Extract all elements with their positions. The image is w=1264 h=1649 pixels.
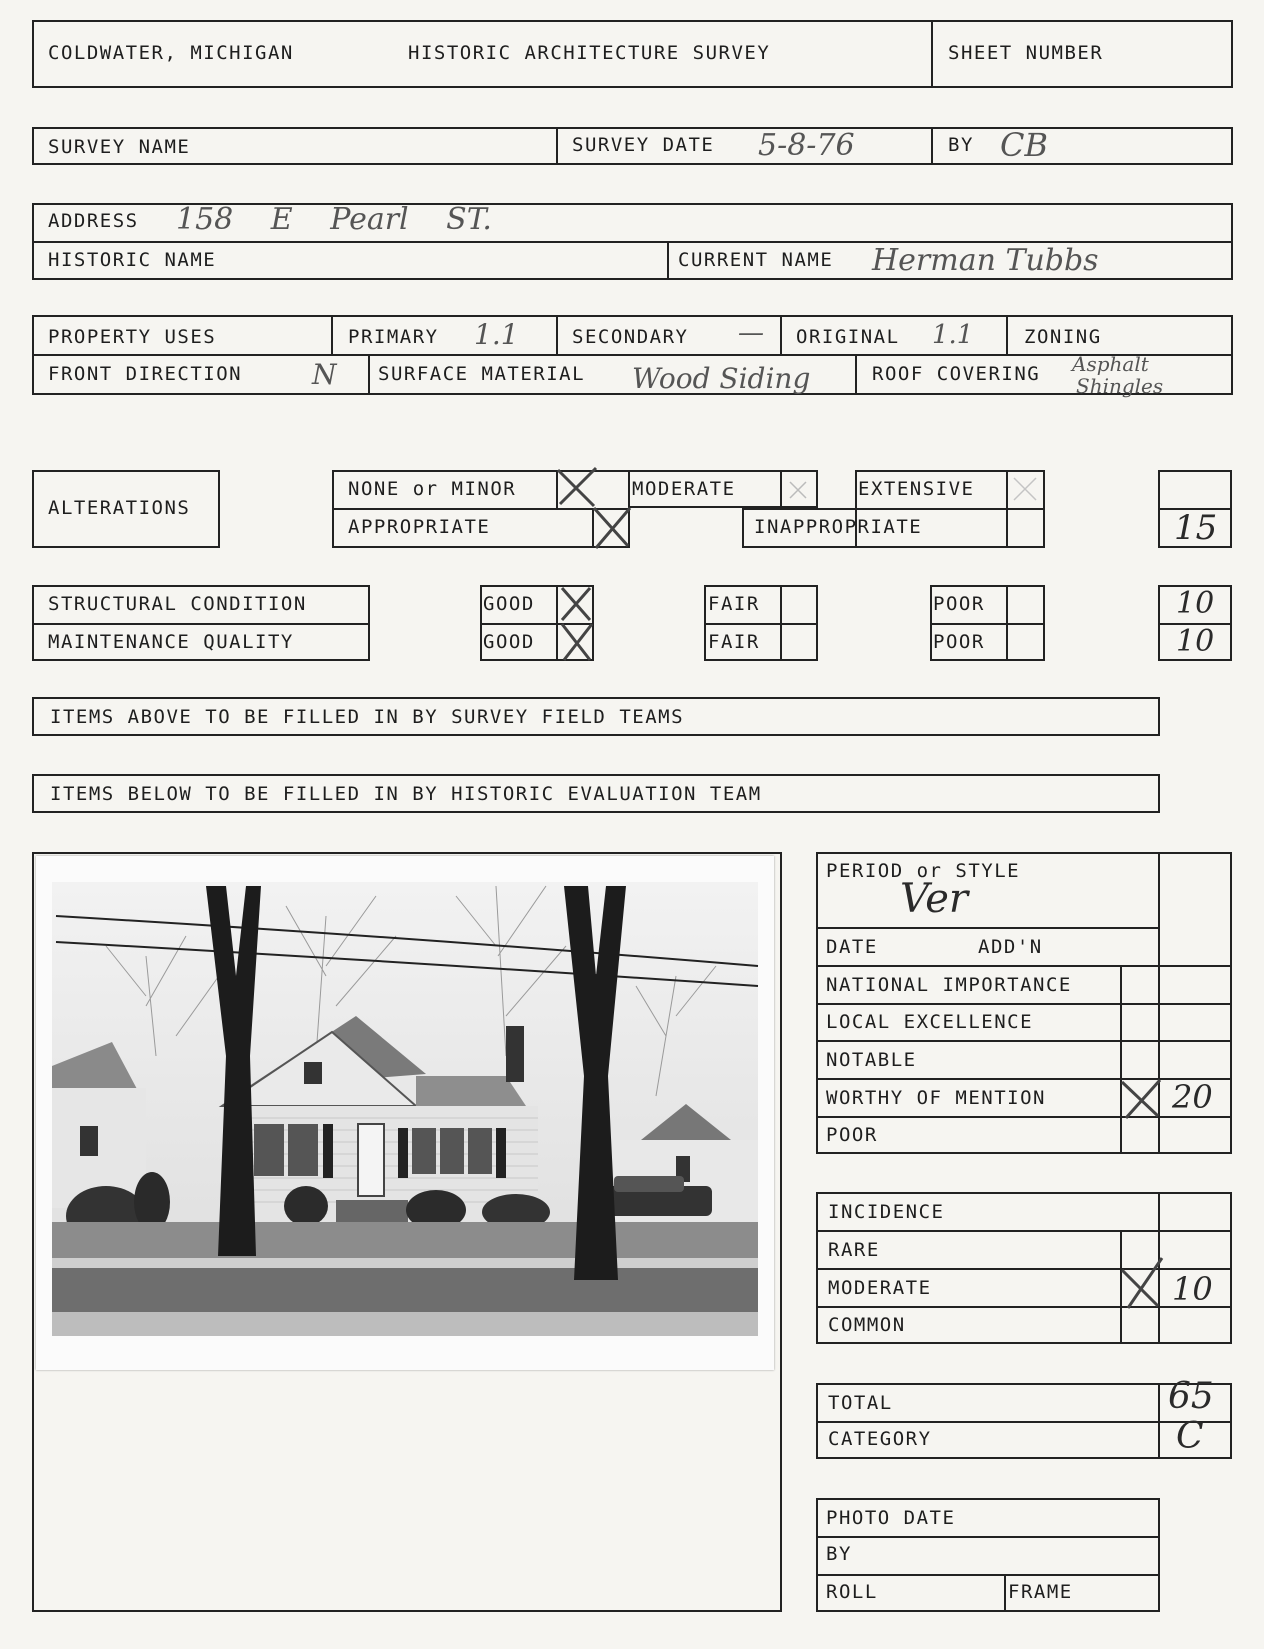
- total-value: 65: [1168, 1376, 1214, 1417]
- photo-by-label: BY: [826, 1543, 852, 1565]
- maintenance-score: 10: [1176, 624, 1215, 659]
- moderate-check-divider: [780, 470, 782, 508]
- surface-material-label: SURFACE MATERIAL: [378, 363, 586, 385]
- sheet-number-label: SHEET NUMBER: [948, 42, 1104, 64]
- condition-label-divider: [32, 623, 370, 625]
- appropriate-label: APPROPRIATE: [348, 516, 491, 538]
- common-label: COMMON: [828, 1314, 906, 1336]
- eval-poor-label: POOR: [826, 1124, 878, 1146]
- worthy-label: WORTHY OF MENTION: [826, 1087, 1046, 1109]
- worthy-score: 20: [1172, 1078, 1213, 1116]
- appropriate-x-mark-icon: [590, 504, 634, 552]
- rare-label: RARE: [828, 1239, 880, 1261]
- category-value: C: [1176, 1416, 1204, 1457]
- worthy-x-mark-icon: [1118, 1076, 1166, 1122]
- form-title: HISTORIC ARCHITECTURE SURVEY: [408, 42, 771, 64]
- survey-by-value: CB: [1000, 126, 1048, 164]
- period-style-value: Ver: [900, 876, 969, 922]
- frame-label: FRAME: [1008, 1581, 1073, 1603]
- roll-frame-divider: [1004, 1574, 1006, 1612]
- extensive-check-divider: [1006, 470, 1008, 548]
- survey-divider-2: [931, 127, 933, 165]
- moderate-alt-label: MODERATE: [632, 478, 736, 500]
- incidence-label: INCIDENCE: [828, 1201, 945, 1223]
- eval-line-1: [816, 927, 1160, 929]
- original-value: 1.1: [932, 320, 974, 350]
- current-name-label: CURRENT NAME: [678, 249, 834, 271]
- city-label: COLDWATER, MICHIGAN: [48, 42, 294, 64]
- moderate-faint-x-icon: [786, 478, 810, 502]
- survey-date-label: SURVEY DATE: [572, 134, 715, 156]
- eval-line-5: [816, 1078, 1232, 1080]
- extensive-row-divider: [742, 508, 1045, 510]
- primary-value: 1.1: [474, 318, 519, 351]
- eval-line-6: [816, 1116, 1232, 1118]
- eval-line-2: [816, 965, 1232, 967]
- totals-score-divider: [1158, 1383, 1160, 1459]
- survey-date-value: 5-8-76: [758, 128, 855, 163]
- category-label: CATEGORY: [828, 1428, 932, 1450]
- structural-score: 10: [1176, 586, 1215, 621]
- good-label-2: GOOD: [483, 631, 535, 653]
- eval-score-divider: [1120, 965, 1122, 1154]
- national-importance-label: NATIONAL IMPORTANCE: [826, 974, 1072, 996]
- extensive-label: EXTENSIVE: [858, 478, 975, 500]
- alterations-score: 15: [1174, 508, 1218, 548]
- poor-label-1: POOR: [933, 593, 985, 615]
- incidence-line-3: [816, 1306, 1232, 1308]
- poor-divider: [930, 623, 1045, 625]
- notable-label: NOTABLE: [826, 1049, 917, 1071]
- photo-date-label: PHOTO DATE: [826, 1507, 956, 1529]
- original-label: ORIGINAL: [796, 326, 900, 348]
- inappropriate-left: [742, 508, 744, 548]
- fair-divider: [704, 623, 818, 625]
- address-col-divider: [667, 241, 669, 280]
- survey-name-label: SURVEY NAME: [48, 136, 191, 158]
- eval-addn-label: ADD'N: [978, 936, 1043, 958]
- structural-good-x-mark-icon: [556, 584, 596, 624]
- none-minor-label: NONE or MINOR: [348, 478, 517, 500]
- header-divider: [931, 20, 933, 88]
- house-photograph: [36, 856, 774, 1370]
- fair-label-1: FAIR: [708, 593, 760, 615]
- poor-check-divider: [1006, 585, 1008, 661]
- front-direction-value: N: [312, 358, 337, 391]
- incidence-moderate-label: MODERATE: [828, 1277, 932, 1299]
- property-div-1: [331, 315, 333, 354]
- property-div-5: [368, 354, 370, 395]
- property-div-3: [780, 315, 782, 354]
- front-direction-label: FRONT DIRECTION: [48, 363, 243, 385]
- total-label: TOTAL: [828, 1392, 893, 1414]
- period-style-label: PERIOD or STYLE: [826, 860, 1021, 882]
- roof-covering-label: ROOF COVERING: [872, 363, 1041, 385]
- incidence-moderate-x-mark-icon: [1118, 1254, 1166, 1312]
- property-row-divider: [32, 354, 1233, 356]
- survey-by-label: BY: [948, 134, 974, 156]
- property-div-6: [855, 354, 857, 395]
- maintenance-quality-label: MAINTENANCE QUALITY: [48, 631, 294, 653]
- eval-line-4: [816, 1040, 1232, 1042]
- inappropriate-bottom: [742, 546, 1045, 548]
- alterations-label: ALTERATIONS: [48, 497, 191, 519]
- maintenance-good-x-mark-icon: [556, 620, 596, 664]
- extensive-faint-x-icon: [1010, 474, 1040, 504]
- fair-label-2: FAIR: [708, 631, 760, 653]
- secondary-label: SECONDARY: [572, 326, 689, 348]
- property-div-4: [1006, 315, 1008, 354]
- fair-check-divider: [780, 585, 782, 661]
- note-above: ITEMS ABOVE TO BE FILLED IN BY SURVEY FIELD TEAMS: [50, 706, 685, 728]
- incidence-moderate-score: 10: [1172, 1270, 1213, 1308]
- local-excellence-label: LOCAL EXCELLENCE: [826, 1011, 1034, 1033]
- eval-date-label: DATE: [826, 936, 878, 958]
- address-value: 158 E Pearl ST.: [176, 202, 492, 237]
- address-label: ADDRESS: [48, 210, 139, 232]
- primary-label: PRIMARY: [348, 326, 439, 348]
- roll-label: ROLL: [826, 1581, 878, 1603]
- property-uses-label: PROPERTY USES: [48, 326, 217, 348]
- current-name-value: Herman Tubbs: [872, 243, 1099, 278]
- structural-condition-label: STRUCTURAL CONDITION: [48, 593, 307, 615]
- house-photograph-svg: [36, 856, 774, 1370]
- totals-divider: [816, 1421, 1232, 1423]
- surface-material-value: Wood Siding: [632, 362, 811, 395]
- incidence-line-2: [816, 1268, 1232, 1270]
- poor-label-2: POOR: [933, 631, 985, 653]
- photo-info-line-2: [816, 1574, 1160, 1576]
- photo-info-line-1: [816, 1536, 1160, 1538]
- historic-name-label: HISTORIC NAME: [48, 249, 217, 271]
- incidence-line-1: [816, 1230, 1232, 1232]
- roof-covering-value-2: Shingles: [1076, 374, 1164, 398]
- property-div-2: [556, 315, 558, 354]
- note-below: ITEMS BELOW TO BE FILLED IN BY HISTORIC EVALUATION TEAM: [50, 783, 762, 805]
- survey-divider-1: [556, 127, 558, 165]
- roof-covering-value-1: Asphalt: [1072, 352, 1149, 376]
- good-label-1: GOOD: [483, 593, 535, 615]
- zoning-label: ZONING: [1024, 326, 1102, 348]
- inappropriate-label: INAPPROPRIATE: [754, 516, 923, 538]
- eval-line-3: [816, 1003, 1232, 1005]
- secondary-value: —: [738, 318, 764, 348]
